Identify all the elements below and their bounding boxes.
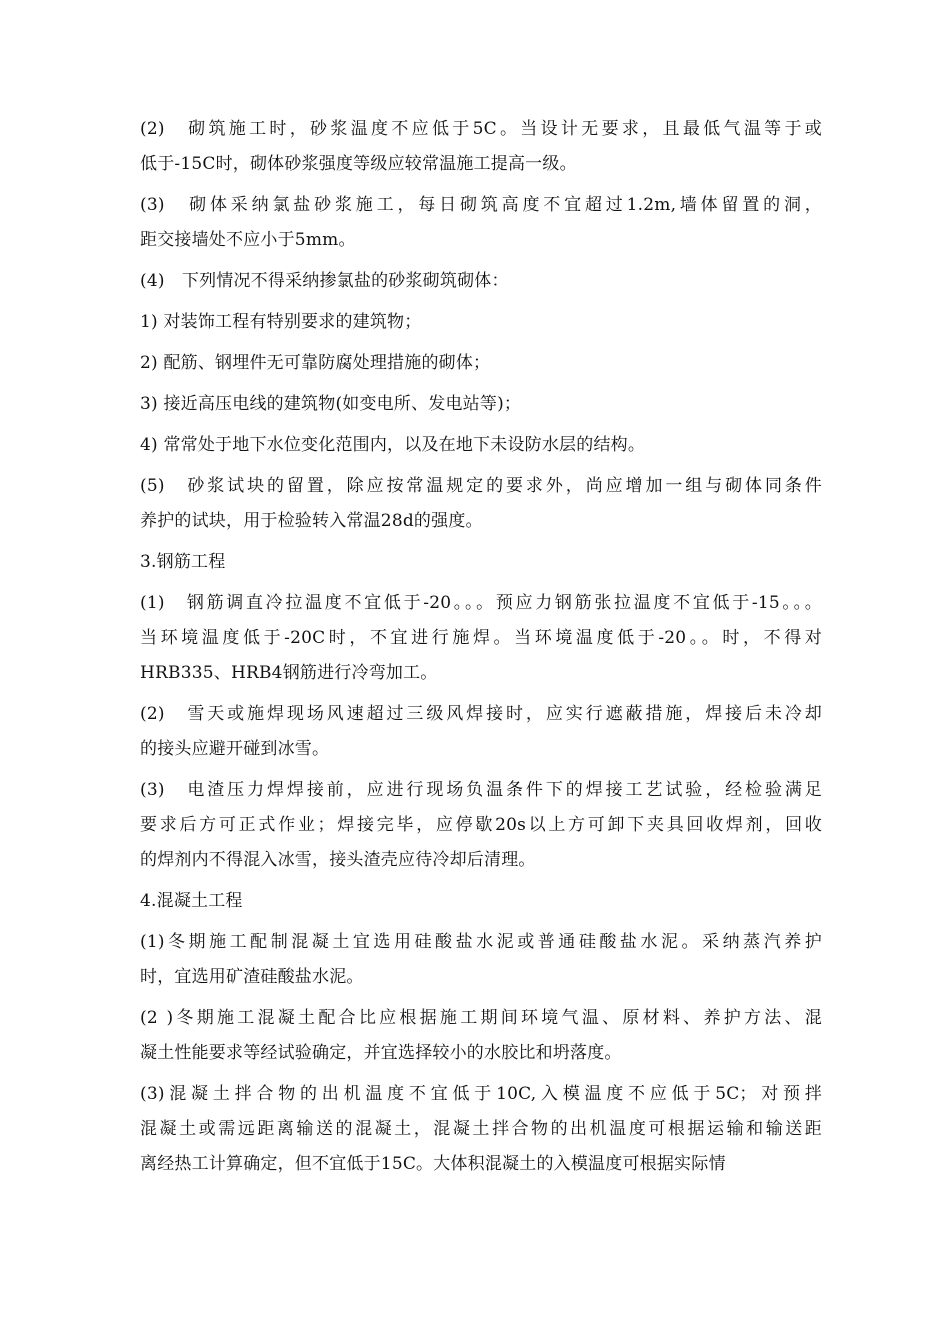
paragraph xyxy=(140,1001,822,1071)
text-line: 养护的试块，用于检验转入常温28d的强度。 xyxy=(140,511,483,531)
text-line: 1) 对装饰工程有特别要求的建筑物； xyxy=(140,312,422,332)
text-line: (1)冬期施工配制混凝土宜选用硅酸盐水泥或普通硅酸盐水泥。采纳蒸汽养护 xyxy=(140,932,822,952)
text-line: (5) 砂浆试块的留置，除应按常温规定的要求外，尚应增加一组与砌体同条件 xyxy=(140,476,822,496)
paragraph xyxy=(140,469,822,539)
text-line: (3) 电渣压力焊焊接前，应进行现场负温条件下的焊接工艺试验，经检验满足 xyxy=(140,780,822,800)
paragraph xyxy=(140,545,822,580)
paragraph xyxy=(140,884,822,919)
text-line: 低于-15C时，砌体砂浆强度等级应较常温施工提高一级。 xyxy=(140,154,577,174)
text-line: (2) 砌筑施工时，砂浆温度不应低于5C。当设计无要求，且最低气温等于或 xyxy=(140,119,822,139)
paragraph xyxy=(140,346,822,381)
paragraph xyxy=(140,428,822,463)
text-line: 4) 常常处于地下水位变化范围内，以及在地下未设防水层的结构。 xyxy=(140,435,646,455)
text-line: 4.混凝土工程 xyxy=(140,891,243,911)
paragraph xyxy=(140,188,822,258)
paragraph xyxy=(140,697,822,767)
paragraph xyxy=(140,112,822,182)
paragraph xyxy=(140,586,822,691)
text-line: (2) 雪天或施焊现场风速超过三级风焊接时，应实行遮蔽措施，焊接后未冷却 xyxy=(140,704,822,724)
text-line: (3) 砌体采纳氯盐砂浆施工，每日砌筑高度不宜超过1.2m,墙体留置的洞， xyxy=(140,195,822,215)
text-line: 距交接墙处不应小于5mm。 xyxy=(140,230,356,250)
text-line: 的接头应避开碰到冰雪。 xyxy=(140,739,330,759)
paragraph xyxy=(140,773,822,878)
text-line: 3) 接近高压电线的建筑物(如变电所、发电站等)； xyxy=(140,394,522,414)
paragraph xyxy=(140,305,822,340)
text-line: 时，宜选用矿渣硅酸盐水泥。 xyxy=(140,967,364,987)
text-line: (3)混凝土拌合物的出机温度不宜低于10C,入模温度不应低于5C；对预拌 xyxy=(140,1084,822,1104)
text-line: 当环境温度低于-20C时，不宜进行施焊。当环境温度低于-20。。时，不得对 xyxy=(140,628,822,648)
paragraph xyxy=(140,925,822,995)
text-line: (4) 下列情况不得采纳掺氯盐的砂浆砌筑砌体： xyxy=(140,271,509,291)
text-line: HRB335、HRB4钢筋进行冷弯加工。 xyxy=(140,663,438,683)
text-line: 离经热工计算确定，但不宜低于15C。大体积混凝土的入模温度可根据实际情 xyxy=(140,1154,726,1174)
text-line: 凝土性能要求等经试验确定，并宜选择较小的水胶比和坍落度。 xyxy=(140,1043,622,1063)
text-line: 3.钢筋工程 xyxy=(140,552,226,572)
text-line: 2) 配筋、钢埋件无可靠防腐处理措施的砌体； xyxy=(140,353,491,373)
paragraph xyxy=(140,1077,822,1182)
paragraph xyxy=(140,264,822,299)
text-line: 要求后方可正式作业；焊接完毕，应停歇20s以上方可卸下夹具回收焊剂，回收 xyxy=(140,815,822,835)
text-line: (1) 钢筋调直冷拉温度不宜低于-20。。。预应力钢筋张拉温度不宜低于-15。。。 xyxy=(140,593,822,613)
document-page xyxy=(140,112,822,1188)
text-line: 的焊剂内不得混入冰雪，接头渣壳应待冷却后清理。 xyxy=(140,850,536,870)
paragraph xyxy=(140,387,822,422)
text-line: (2 )冬期施工混凝土配合比应根据施工期间环境气温、原材料、养护方法、混 xyxy=(140,1008,822,1028)
text-line: 混凝土或需远距离输送的混凝土，混凝土拌合物的出机温度可根据运输和输送距 xyxy=(140,1119,822,1139)
